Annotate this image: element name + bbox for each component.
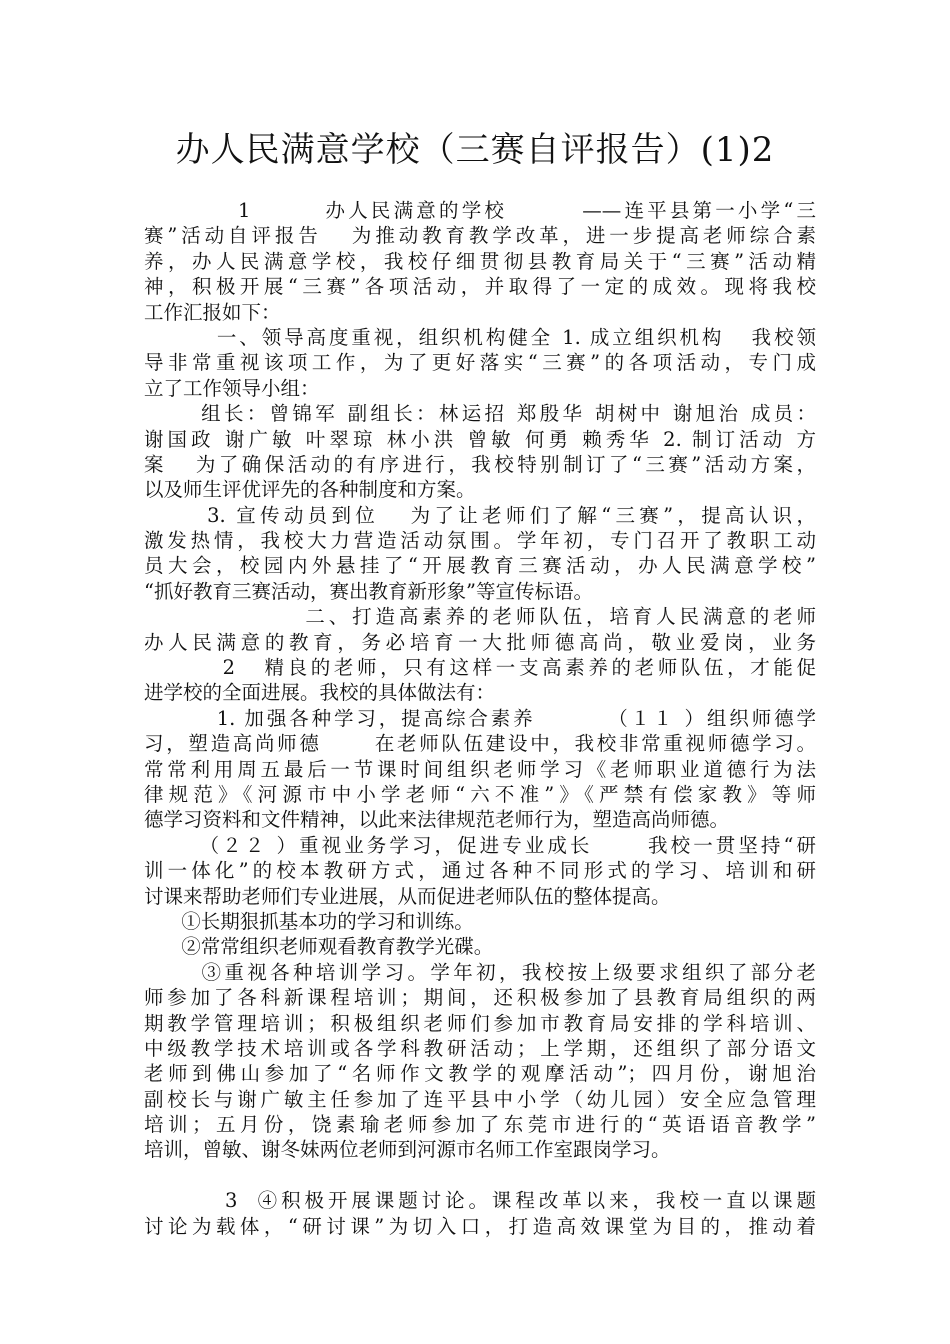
body-line: 2 精良的老师，只有这样一支高素养的老师队伍，才能促 [144,656,816,680]
body-line: 神，积极开展“三赛”各项活动，并取得了一定的成效。现将我校 [144,275,816,299]
body-line: 讨论为载体，“研讨课”为切入口，打造高效课堂为目的，推动着 [144,1214,816,1238]
body-line: 师参加了各科新课程培训；期间，还积极参加了县教育局组织的两 [144,986,816,1010]
body-line: 德学习资料和文件精神，以此来法律规范老师行为，塑造高尚师德。 [144,808,730,832]
blank-line [144,1163,816,1188]
body-line: 以及师生评优评先的各种制度和方案。 [144,478,476,502]
body-line: 立了工作领导小组： [144,376,320,400]
body-line: 二、打造高素养的老师队伍，培育人民满意的老师 [144,605,816,629]
body-line: 培训，曾敏、谢冬妹两位老师到河源市名师工作室跟岗学习。 [144,1138,671,1162]
body-line: 办人民满意的教育，务必培育一大批师德高尚，敬业爱岗，业务 [144,630,816,654]
document-body [144,198,816,1239]
body-line: 培训；五月份，饶素瑜老师参加了东莞市进行的“英语语音教学” [144,1113,816,1137]
body-line: ①长期狠抓基本功的学习和训练。 [144,909,474,933]
body-line: 习，塑造高尚师德 在老师队伍建设中，我校非常重视师德学习。 [144,732,816,756]
body-line: 激发热情，我校大力营造活动氛围。学年初，专门召开了教职工动 [144,529,816,553]
body-line: 常常利用周五最后一节课时间组织老师学习《老师职业道德行为法 [144,757,816,781]
body-line: 1 办人民满意的学校 ——连平县第一小学“三 [144,199,816,222]
body-line: 案 为了确保活动的有序进行，我校特别制订了“三赛”活动方案， [144,452,816,476]
body-line: 讨课来帮助老师们专业进展，从而促进老师队伍的整体提高。 [144,884,671,908]
body-line: 副校长与谢广敏主任参加了连平县中小学（幼儿园）安全应急管理 [144,1087,816,1111]
body-line: 养，办人民满意学校，我校仔细贯彻县教育局关于“三赛”活动精 [144,249,816,273]
body-line: 导非常重视该项工作，为了更好落实“三赛”的各项活动，专门成 [144,351,816,375]
body-line: 赛”活动自评报告 为推动教育教学改革，进一步提高老师综合素 [144,224,816,248]
body-line: 律规范》《河源市中小学老师“六不准”》《严禁有偿家教》等师 [144,782,816,806]
body-line: 3. 宣传动员到位 为了让老师们了解“三赛”，提高认识， [144,503,816,527]
body-line: 谢国政 谢广敏 叶翠琼 林小洪 曾敏 何勇 赖秀华 2. 制订活动 方 [144,427,816,451]
document-title: 办人民满意学校（三赛自评报告）(1)2 [175,130,775,170]
body-line: ②常常组织老师观看教育教学光碟。 [144,935,494,959]
body-line: 1. 加强各种学习，提高综合素养 （１１ ）组织师德学 [144,706,816,730]
body-line: 员大会，校园内外悬挂了“开展教育三赛活动，办人民满意学校” [144,554,816,578]
body-line: 期教学管理培训；积极组织老师们参加市教育局安排的学科培训、 [144,1011,816,1035]
body-line: （２２ ）重视业务学习，促进专业成长 我校一贯坚持“研 [144,833,816,857]
body-line: 中级教学技术培训或各学科教研活动；上学期，还组织了部分语文 [144,1036,816,1060]
body-line: “抓好教育三赛活动，赛出教育新形象”等宣传标语。 [144,579,593,603]
body-line: ③重视各种培训学习。学年初，我校按上级要求组织了部分老 [144,960,816,984]
body-line: 3 ④积极开展课题讨论。课程改革以来，我校一直以课题 [144,1189,816,1213]
body-line: 组长：曾锦军 副组长：林运招 郑殷华 胡树中 谢旭治 成员： [144,402,816,426]
body-line: 训一体化”的校本教研方式，通过各种不同形式的学习、培训和研 [144,859,816,883]
body-line: 进学校的全面进展。我校的具体做法有： [144,681,496,705]
body-line: 一、领导高度重视，组织机构健全 1. 成立组织机构 我校领 [144,325,816,349]
body-line: 工作汇报如下： [144,300,281,324]
body-line: 老师到佛山参加了“名师作文教学的观摩活动”；四月份，谢旭治 [144,1062,816,1086]
